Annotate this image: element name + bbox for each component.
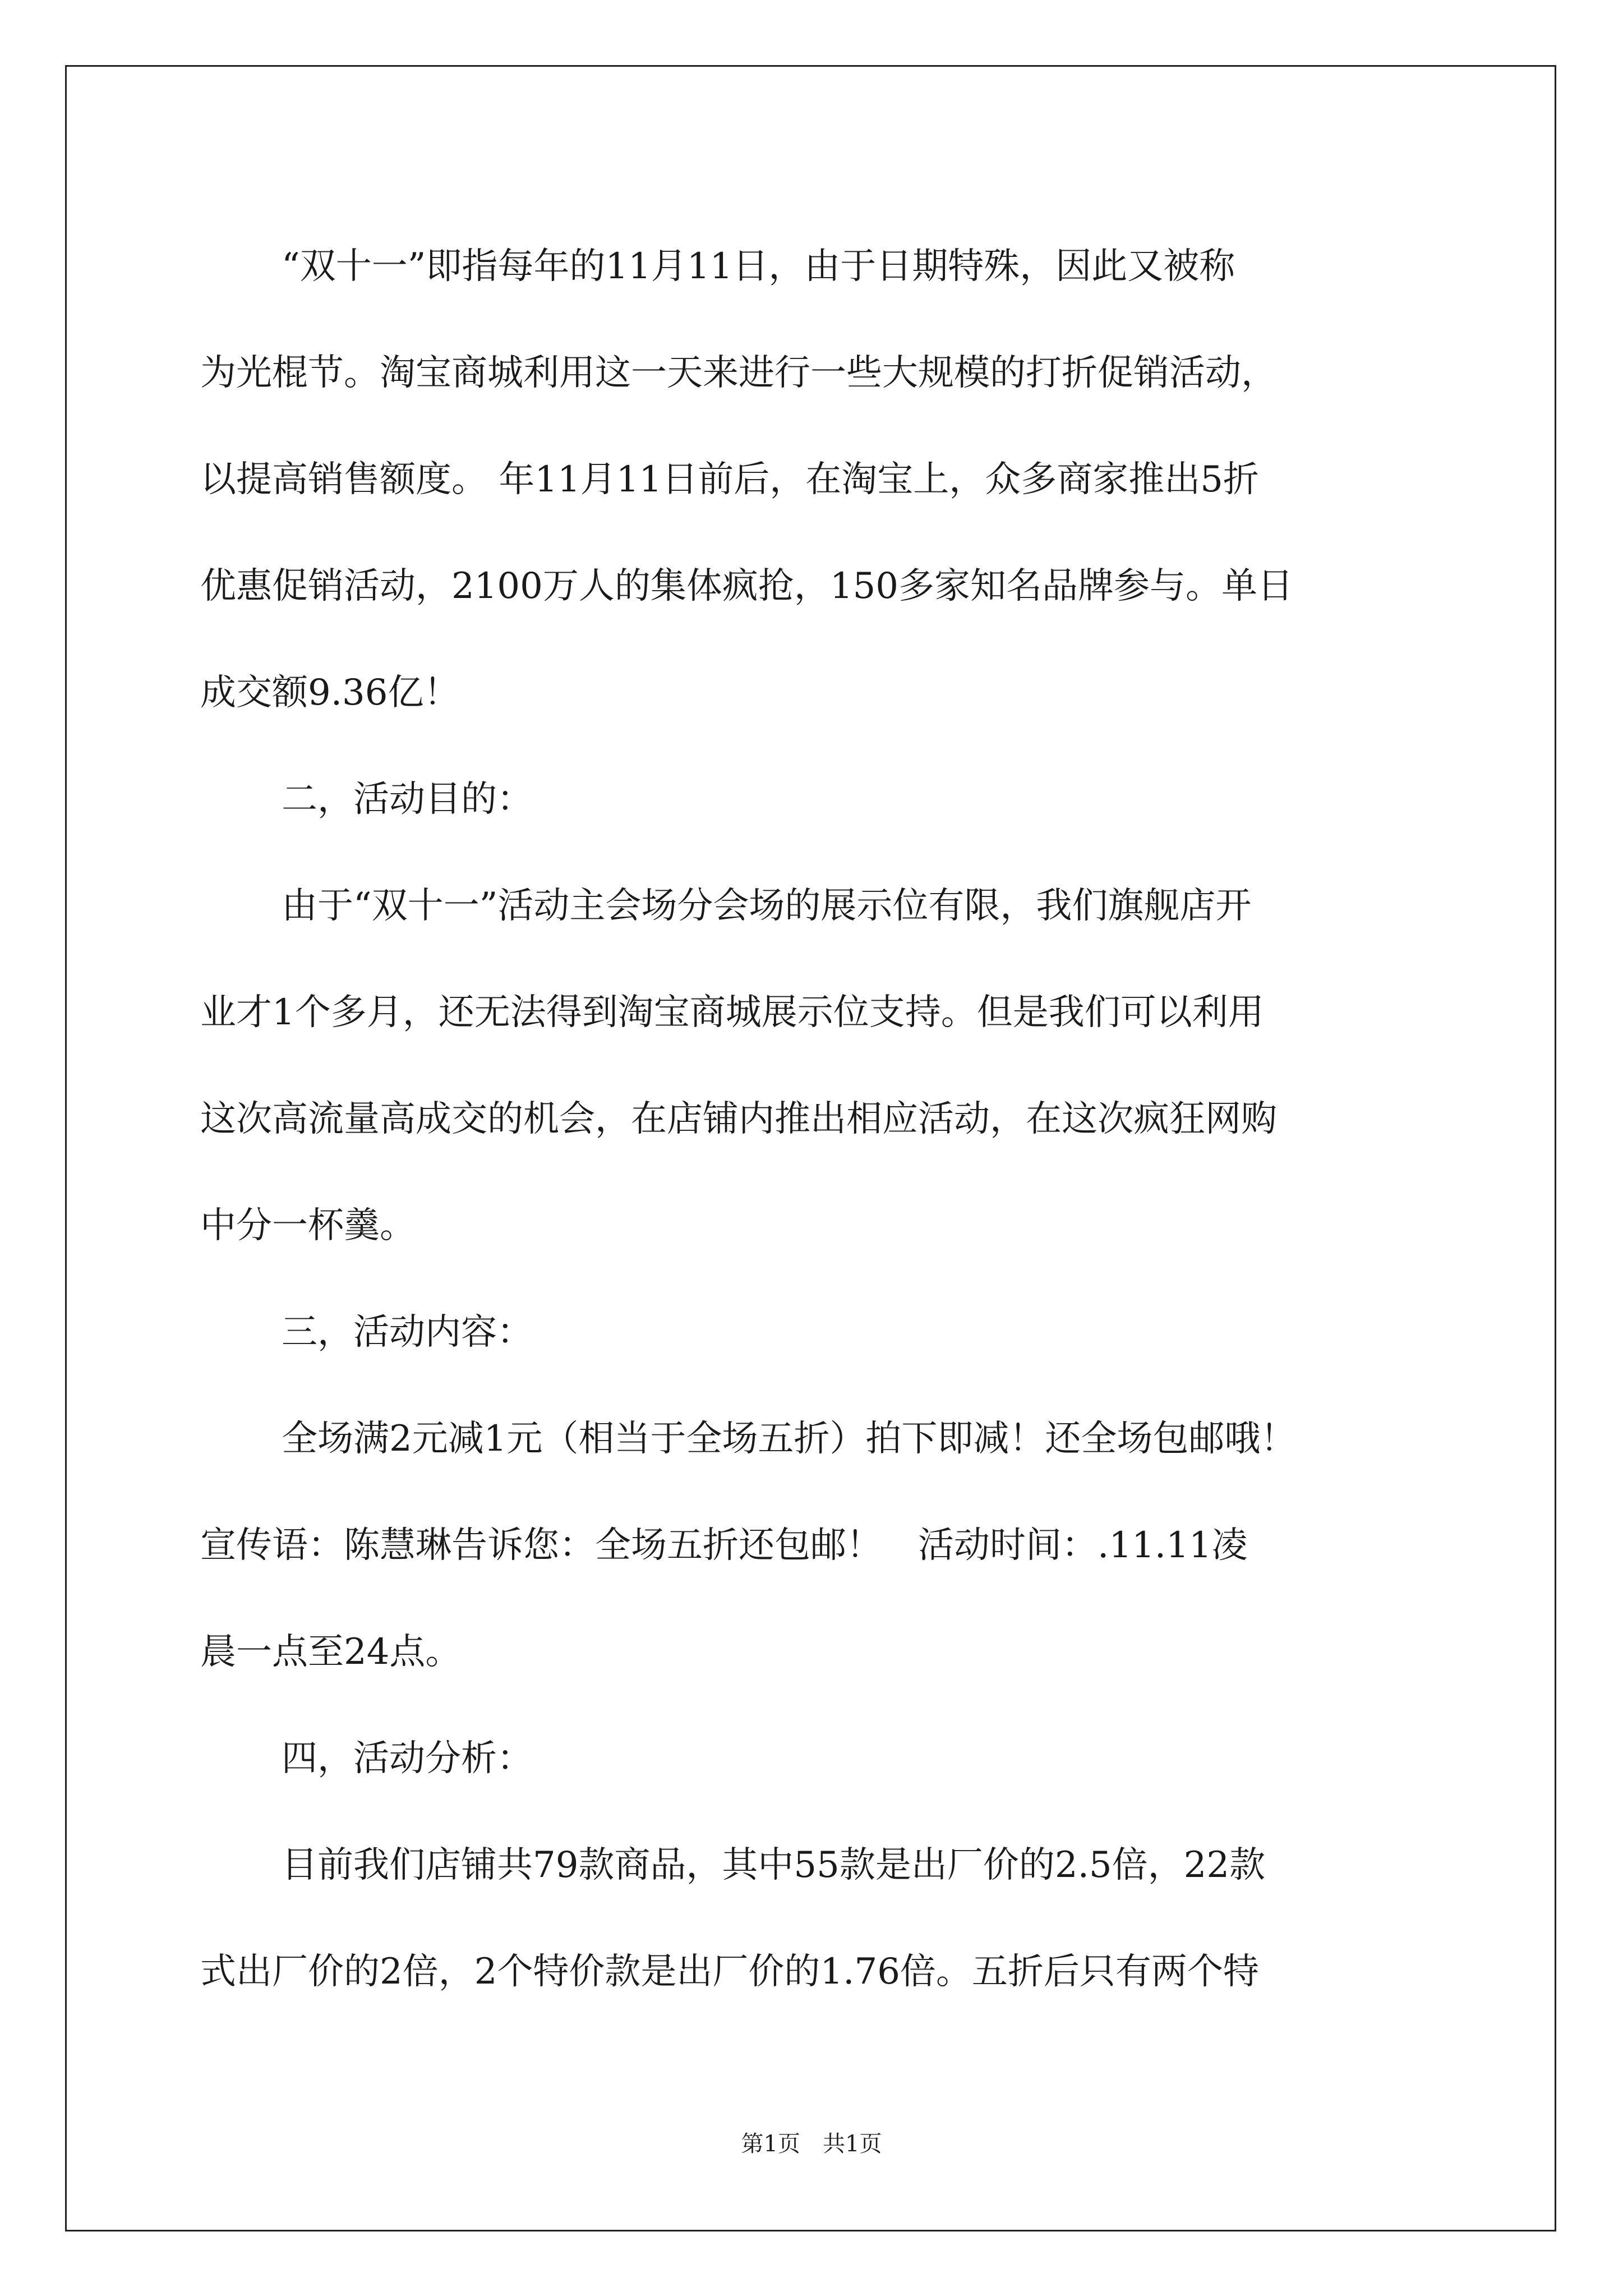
page-footer: 第1页 共1页	[741, 2131, 882, 2157]
paragraph-line: 目前我们店铺共79款商品，其中55款是出厂价的2.5倍，22款	[282, 1844, 1266, 1886]
paragraph-line: 晨一点至24点。	[200, 1631, 462, 1673]
paragraph-line: 式出厂价的2倍，2个特价款是出厂价的1.76倍。五折后只有两个特	[200, 1951, 1259, 1993]
paragraph-line: 由于“双十一”活动主会场分会场的展示位有限，我们旗舰店开	[282, 885, 1252, 927]
paragraph-line: 中分一杯羹。	[200, 1205, 416, 1246]
paragraph-line: 为光棍节。淘宝商城利用这一天来进行一些大规模的打折促销活动，	[200, 352, 1277, 394]
section-heading: 四，活动分析：	[282, 1738, 533, 1779]
section-heading: 三，活动内容：	[282, 1312, 533, 1353]
paragraph-line: 宣传语：陈慧琳告诉您：全场五折还包邮！ 活动时间：.11.11凌	[200, 1525, 1248, 1566]
paragraph-line: 这次高流量高成交的机会，在店铺内推出相应活动，在这次疯狂网购	[200, 1098, 1277, 1140]
paragraph-line: 以提高销售额度。 年11月11日前后，在淘宝上，众多商家推出5折	[200, 459, 1259, 500]
paragraph-line: 全场满2元减1元（相当于全场五折）拍下即减！还全场包邮哦！	[282, 1418, 1297, 1460]
paragraph-line: 优惠促销活动，2100万人的集体疯抢，150多家知名品牌参与。单日	[200, 565, 1294, 607]
document-body	[200, 213, 1434, 2025]
paragraph-line: “双十一”即指每年的11月11日，由于日期特殊，因此又被称	[282, 246, 1235, 287]
paragraph-line: 业才1个多月，还无法得到淘宝商城展示位支持。但是我们可以利用	[200, 992, 1264, 1033]
section-heading: 二，活动目的：	[282, 779, 533, 820]
paragraph-line: 成交额9.36亿！	[200, 672, 460, 714]
